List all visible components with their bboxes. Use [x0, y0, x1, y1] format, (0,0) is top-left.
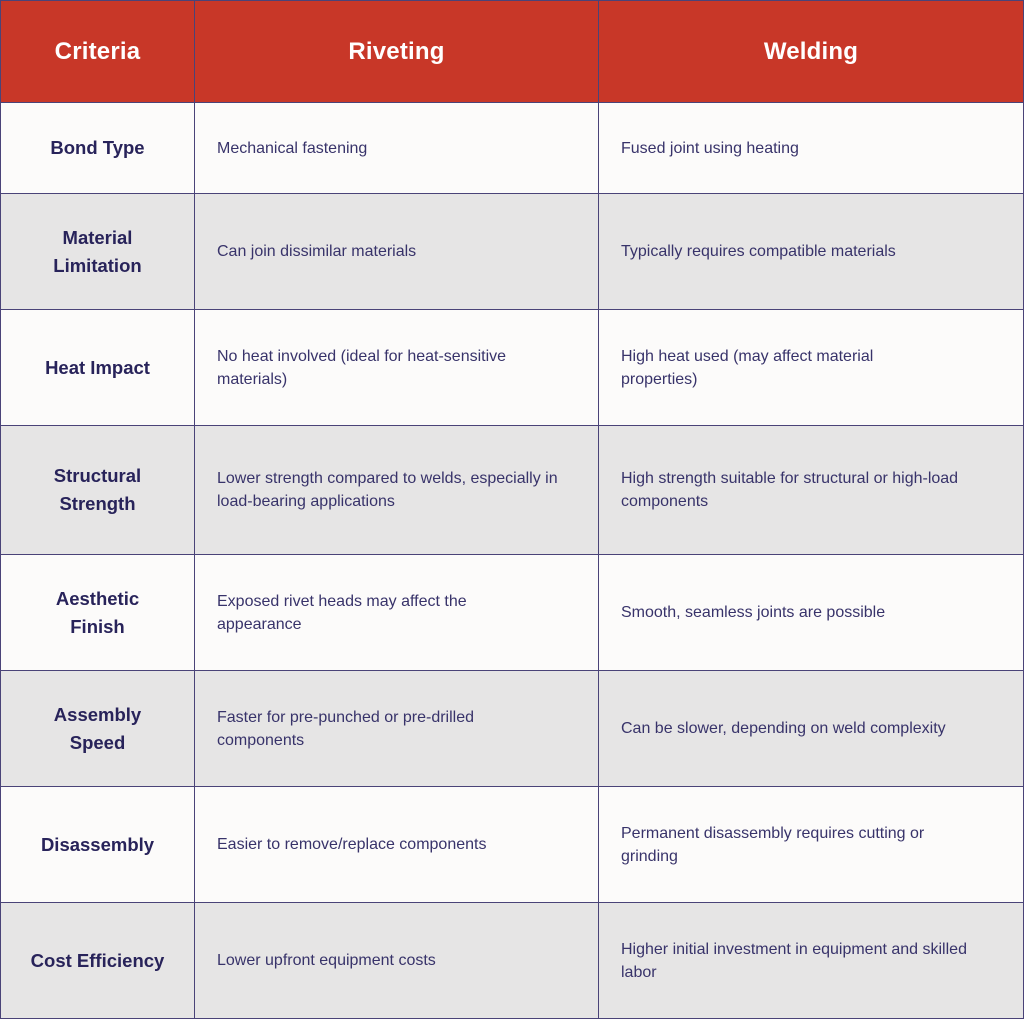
- criteria-cell: [1, 903, 195, 1018]
- header-criteria: Criteria: [1, 1, 195, 103]
- criteria-label: Material Limitation: [53, 226, 142, 276]
- riveting-cell: Lower strength compared to welds, especially in load-bearing applications: [195, 426, 599, 555]
- welding-cell: Typically requires compatible materials: [599, 194, 1023, 310]
- criteria-label: Assembly Speed: [53, 703, 142, 753]
- criteria-label: Disassembly: [40, 833, 155, 855]
- header-riveting: Riveting: [195, 1, 599, 103]
- criteria-label: Structural Strength: [53, 465, 142, 514]
- criteria-cell: [1, 310, 195, 426]
- criteria-cell: [1, 103, 195, 194]
- welding-cell: Smooth, seamless joints are possible: [599, 555, 1023, 671]
- criteria-cell: [1, 194, 195, 310]
- riveting-cell: No heat involved (ideal for heat-sensitive materials): [195, 310, 599, 426]
- comparison-grid: [1, 1, 1023, 1018]
- criteria-label: Aesthetic Finish: [55, 587, 140, 637]
- criteria-label: Heat Impact: [45, 356, 150, 378]
- riveting-cell: Can join dissimilar materials: [195, 194, 599, 310]
- welding-cell: High strength suitable for structural or high-load components: [599, 426, 1023, 555]
- criteria-label: Cost Efficiency: [30, 949, 165, 971]
- riveting-cell: Exposed rivet heads may affect the appearance: [195, 555, 599, 671]
- criteria-cell: [1, 671, 195, 787]
- welding-cell: Permanent disassembly requires cutting or grinding: [599, 787, 1023, 903]
- riveting-cell: Mechanical fastening: [195, 103, 599, 194]
- header-welding: Welding: [599, 1, 1023, 103]
- welding-cell: Higher initial investment in equipment and skilled labor: [599, 903, 1023, 1018]
- riveting-cell: Lower upfront equipment costs: [195, 903, 599, 1018]
- welding-cell: Can be slower, depending on weld complexity: [599, 671, 1023, 787]
- criteria-cell: [1, 555, 195, 671]
- criteria-cell: [1, 787, 195, 903]
- welding-cell: High heat used (may affect material properties): [599, 310, 1023, 426]
- criteria-label: Bond Type: [50, 137, 145, 158]
- criteria-cell: [1, 426, 195, 555]
- riveting-cell: Faster for pre-punched or pre-drilled components: [195, 671, 599, 787]
- welding-cell: Fused joint using heating: [599, 103, 1023, 194]
- riveting-cell: Easier to remove/replace components: [195, 787, 599, 903]
